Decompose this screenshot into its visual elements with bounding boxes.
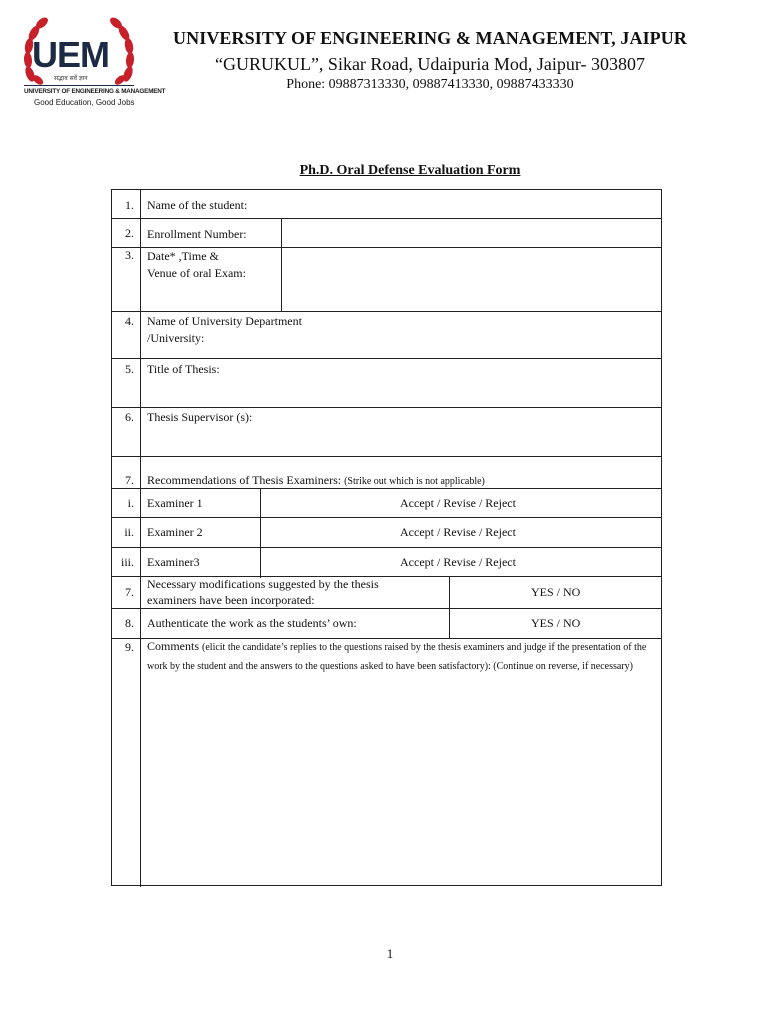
form-title: Ph.D. Oral Defense Evaluation Form <box>299 163 521 178</box>
examiner-3-label: Examiner3 <box>147 555 200 569</box>
row-number: 6. <box>125 410 134 424</box>
row-divider <box>112 517 661 518</box>
recommendations-label <box>147 472 485 490</box>
logo-university-name: UNIVERSITY OF ENGINEERING & MANAGEMENT <box>24 88 166 95</box>
comments-text: Comments <box>147 639 200 653</box>
modifications-label-line1: Necessary modifications suggested by the thesis <box>147 577 379 591</box>
university-name: UNIVERSITY OF ENGINEERING & MANAGEMENT, JAIPUR <box>173 28 687 48</box>
student-name-label: Name of the student: <box>147 198 248 212</box>
row-divider <box>112 218 661 219</box>
row-number: 7. <box>125 473 134 487</box>
date-venue-label-line2: Venue of oral Exam: <box>147 266 246 280</box>
modifications-label-line2: examiners have been incorporated: <box>147 593 315 607</box>
row-number: 8. <box>125 616 134 630</box>
page-number: 1 <box>386 946 394 961</box>
university-logo <box>20 14 166 110</box>
value-divider <box>260 488 261 578</box>
row-number: 3. <box>125 248 134 262</box>
row-number: 1. <box>125 198 134 212</box>
authenticate-label: Authenticate the work as the students’ own: <box>147 616 357 630</box>
row-number: 7. <box>125 585 134 599</box>
examiner-2-options[interactable]: Accept / Revise / Reject <box>400 525 516 539</box>
row-divider <box>112 358 661 359</box>
logo-motto: सद्भाव सर्वे ज्ञान <box>54 75 88 82</box>
examiner-number: iii. <box>120 555 134 569</box>
row-divider <box>112 547 661 548</box>
examiner-1-label: Examiner 1 <box>147 496 203 510</box>
logo-uem-letters: UEM <box>32 34 109 75</box>
examiner-1-options[interactable]: Accept / Revise / Reject <box>400 496 516 510</box>
column-divider <box>140 190 141 887</box>
row-number: 9. <box>125 640 134 654</box>
row-divider <box>112 311 661 312</box>
authenticate-options[interactable]: YES / NO <box>531 616 581 630</box>
date-venue-label-line1: Date* ,Time & <box>147 249 219 263</box>
university-address: “GURUKUL”, Sikar Road, Udaipuria Mod, Jaipur- 303807 <box>214 54 646 74</box>
examiner-number: i. <box>127 496 134 510</box>
examiner-number: ii. <box>124 525 134 539</box>
comments-note: (elicit the candidate’s replies to the questions raised by the thesis examiners and judge if the presentation of the work by the student and the answers to the questions asked to have been satisfactory): (Continue on reverse, if necessary) <box>147 642 647 672</box>
row-number: 5. <box>125 362 134 376</box>
value-divider <box>449 576 450 638</box>
modifications-options[interactable]: YES / NO <box>531 585 581 599</box>
examiner-2-label: Examiner 2 <box>147 525 203 539</box>
row-number: 2. <box>125 226 134 240</box>
supervisor-label: Thesis Supervisor (s): <box>147 410 253 424</box>
value-divider <box>281 218 282 312</box>
thesis-title-label: Title of Thesis: <box>147 362 220 376</box>
recommendations-text: Recommendations of Thesis Examiners: <box>147 473 342 487</box>
row-divider <box>112 456 661 457</box>
comments-label <box>147 638 653 675</box>
recommendations-note: (Strike out which is not applicable) <box>344 476 485 487</box>
department-label-line1: Name of University Department <box>147 314 302 328</box>
row-divider <box>112 608 661 609</box>
evaluation-form-table <box>111 189 662 886</box>
examiner-3-options[interactable]: Accept / Revise / Reject <box>400 555 516 569</box>
row-number: 4. <box>125 314 134 328</box>
department-label-line2: /University: <box>147 331 205 345</box>
university-phone: Phone: 09887313330, 09887413330, 09887433330 <box>286 77 574 92</box>
logo-tagline: Good Education, Good Jobs <box>34 98 135 107</box>
row-divider <box>112 407 661 408</box>
enrollment-label: Enrollment Number: <box>147 227 247 241</box>
